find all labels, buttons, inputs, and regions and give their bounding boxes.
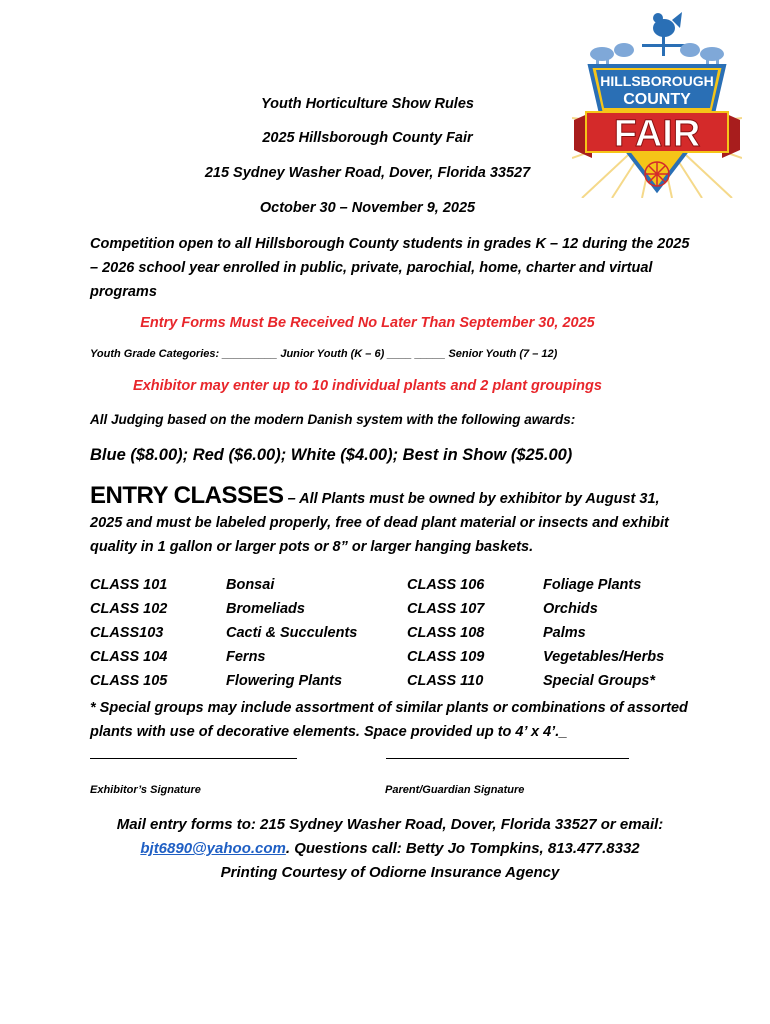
entry-classes-intro: – All Plants must be owned by exhibitor by August 31, [283,491,660,507]
entry-limit: Exhibitor may enter up to 10 individual plants and 2 plant groupings [133,378,602,394]
class-name: Ferns [226,649,266,665]
table-row [90,625,730,649]
ferris-wheel-icon [645,162,669,186]
class-number: CLASS 108 [407,625,485,641]
logo-line-1: HILLSBOROUGH [600,73,714,89]
table-row [90,601,730,625]
grade-categories: Youth Grade Categories: _________ Junior Youth (K – 6) ____ _____ Senior Youth (7 – 12) [90,348,558,360]
table-row [90,649,730,673]
event-name: 2025 Hillsborough County Fair [262,130,473,146]
logo-line-3: FAIR [613,113,701,155]
mail-address-line: Mail entry forms to: 215 Sydney Washer Road, Dover, Florida 33527 or email: [116,816,664,833]
parent-signature-label: Parent/Guardian Signature [385,784,525,796]
entry-classes-block [90,484,690,559]
class-name: Special Groups* [543,673,656,689]
classes-table [90,577,730,697]
parent-signature-line[interactable] [386,758,629,759]
class-number: CLASS 109 [407,649,485,665]
class-name: Cacti & Succulents [226,625,358,641]
class-number: CLASS 101 [90,577,168,593]
class-number: CLASS 107 [407,601,485,617]
class-number: CLASS 110 [407,673,484,689]
eligibility-text: Competition open to all Hillsborough County students in grades K – 12 during the 2025 – 2026 school year enrolled in public, private, parochial, home, charter and virtual programs [90,236,690,300]
exhibitor-signature-label: Exhibitor’s Signature [90,784,201,796]
class-number: CLASS 104 [90,649,168,665]
awards-text: Blue ($8.00); Red ($6.00); White ($4.00); Best in Show ($25.00) [90,446,573,464]
class-name: Bromeliads [226,601,305,617]
event-address: 215 Sydney Washer Road, Dover, Florida 33527 [204,165,531,181]
entry-classes-requirements: 2025 and must be labeled properly, free of dead plant material or insects and exhibit quality in 1 gallon or larger pots or 8” or larger hanging baskets. [90,515,669,555]
class-name: Foliage Plants [543,577,642,593]
event-dates: October 30 – November 9, 2025 [259,200,476,216]
class-number: CLASS 102 [90,601,168,617]
class-number: CLASS 105 [90,673,168,689]
mail-instructions [90,813,690,885]
questions-contact: . Questions call: Betty Jo Tompkins, 813.477.8332 [285,840,640,857]
class-number: CLASS 106 [407,577,485,593]
email-link[interactable]: bjt6890@yahoo.com [140,840,286,857]
judging-text: All Judging based on the modern Danish system with the following awards: [90,412,576,427]
class-name: Flowering Plants [226,673,343,689]
exhibitor-signature-line[interactable] [90,758,297,759]
entry-deadline: Entry Forms Must Be Received No Later Than September 30, 2025 [140,315,595,331]
logo-line-2: COUNTY [623,91,691,108]
class-name: Vegetables/Herbs [543,649,665,665]
table-row [90,577,730,601]
rules-title: Youth Horticulture Show Rules [261,96,474,112]
class-name: Palms [543,625,586,641]
class-name: Bonsai [226,577,275,593]
rooster-icon [642,12,686,56]
entry-classes-heading: ENTRY CLASSES [90,482,284,509]
special-groups-note: * Special groups may include assortment of similar plants or combinations of assorted plants with use of decorative elements. Space provided up to 4’ x 4’._ [90,700,688,740]
printing-credit: Printing Courtesy of Odiorne Insurance Agency [220,864,560,881]
table-row [90,673,730,697]
class-name: Orchids [543,601,598,617]
class-number: CLASS103 [90,625,164,641]
